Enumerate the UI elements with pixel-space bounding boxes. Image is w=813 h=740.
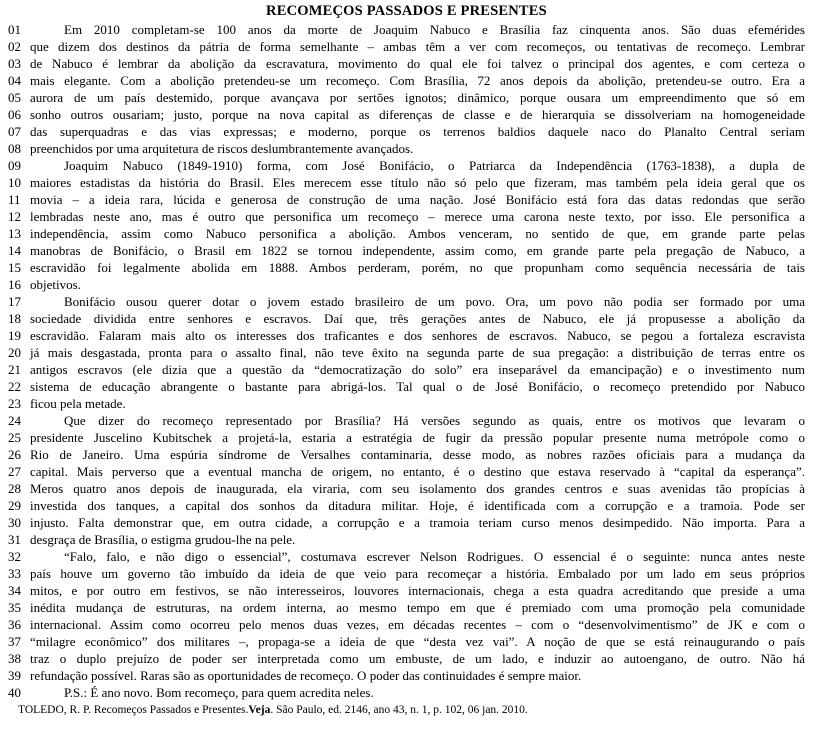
line-text: escravidão foi legalmente abolida em 1888. Ambos perderam, porém, no que propunham como sequência necessária de tais: [30, 260, 805, 275]
line-number: 03: [8, 56, 21, 71]
citation-suffix: . São Paulo, ed. 2146, ano 43, n. 1, p. 102, 06 jan. 2010.: [270, 704, 528, 716]
line-text: refundação possível. Raras são as oportunidades de recomeço. O poder das continuidades é sempre maior.: [30, 668, 582, 683]
text-line: [0, 208, 813, 225]
text-line: [0, 514, 813, 531]
line-text: mitos, e por outro em festivos, se não interesseiros, louvores internacionais, chega a esta quadra acreditando que preside a uma: [30, 583, 805, 598]
text-line: [0, 633, 813, 650]
line-text: movia – a ideia rara, lúcida e generosa de construção de uma nação. José Bonifácio está fora das datas redondas que serão: [30, 192, 805, 207]
text-line: [0, 293, 813, 310]
text-line: [0, 582, 813, 599]
line-text: objetivos.: [30, 277, 81, 292]
text-line: [0, 497, 813, 514]
line-text: sociedade dividida entre senhores e escravos. Daí que, três gerações antes de Nabuco, ele já propusesse a abolição da: [30, 311, 805, 326]
line-number: 02: [8, 39, 21, 54]
line-number: 17: [8, 294, 21, 309]
text-line: [0, 378, 813, 395]
line-text: manobras de Bonifácio, o Brasil em 1822 se tornou independente, assim como, em grande parte pela pregação de Nabuco, a: [30, 243, 805, 258]
text-line: [0, 89, 813, 106]
text-line: [0, 463, 813, 480]
line-number: 21: [8, 362, 21, 377]
line-number: 19: [8, 328, 21, 343]
text-line: [0, 191, 813, 208]
line-number: 29: [8, 498, 21, 513]
line-text: P.S.: É ano novo. Bom recomeço, para quem acredita neles.: [64, 685, 374, 700]
line-number: 36: [8, 617, 21, 632]
text-line: [0, 157, 813, 174]
line-text: já mais desgastada, pronta para o assalto final, não teve êxito na segunda parte de sua pregação: a distribuição de terras entre os: [30, 345, 805, 360]
line-number: 23: [8, 396, 21, 411]
line-text: Rio de Janeiro. Uma espúria síndrome de Versalhes contaminaria, desse modo, as nobres razões oficiais para a mudança da: [30, 447, 805, 462]
line-number: 34: [8, 583, 21, 598]
line-text: traz o duplo prejuízo de poder ser interpretada como um embuste, de um lado, e induzir ao autoengano, de outro. Não há: [30, 651, 805, 666]
text-line: [0, 480, 813, 497]
text-line: [0, 259, 813, 276]
line-text: capital. Mais perverso que a eventual mancha de origem, no entanto, é o destino que estava reservado à “capital da esperança”.: [30, 464, 805, 479]
line-number: 32: [8, 549, 21, 564]
line-number: 09: [8, 158, 21, 173]
text-line: [0, 395, 813, 412]
text-line: [0, 21, 813, 38]
line-number: 20: [8, 345, 21, 360]
line-number: 11: [8, 192, 21, 207]
line-number: 22: [8, 379, 21, 394]
line-number: 12: [8, 209, 21, 224]
line-text: ficou pela metade.: [30, 396, 126, 411]
text-line: [0, 38, 813, 55]
text-line: [0, 327, 813, 344]
line-number: 04: [8, 73, 21, 88]
text-line: [0, 72, 813, 89]
line-text: maiores estadistas da história do Brasil. Eles merecem esse título não só pelo que fizeram, mas também pela ideia geral que os: [30, 175, 805, 190]
text-line: [0, 106, 813, 123]
line-text: lembradas neste ano, mas é outro que personifica um recomeço – merece uma carona neste texto, por isso. Ele personifica a: [30, 209, 805, 224]
line-number: 18: [8, 311, 21, 326]
line-text: das superquadras e das vias expressas; e moderno, porque os terrenos baldios daquele naco do Planalto Central seriam: [30, 124, 805, 139]
text-line: [0, 667, 813, 684]
line-text: que dizem dos destinos da pátria de forma semelhante – ambas têm a ver com recomeços, ou tentativas de recomeço. Lembrar: [30, 39, 805, 54]
line-text: preenchidos por uma arquitetura de riscos deslumbrantemente avançados.: [30, 141, 414, 156]
line-text: de Nabuco é lembrar da abolição da escravatura, movimento do qual ele foi talvez o principal dos agentes, e com certeza o: [30, 56, 805, 71]
line-number: 06: [8, 107, 21, 122]
citation: [0, 702, 813, 718]
line-number: 15: [8, 260, 21, 275]
text-line: [0, 276, 813, 293]
line-text: Joaquim Nabuco (1849-1910) forma, com José Bonifácio, o Patriarca da Independência (1763-1838), a dupla de: [64, 158, 805, 173]
text-line: [0, 599, 813, 616]
text-line: [0, 123, 813, 140]
line-text: sistema de educação abrangente o bastante para abrigá-los. Tal qual o de José Bonifácio, o recomeço pretendido por Nabuco: [30, 379, 805, 394]
text-line: [0, 55, 813, 72]
text-line: [0, 684, 813, 701]
line-text: Que dizer do recomeço representado por Brasília? Há versões segundo as quais, entre os motivos que levaram o: [64, 413, 805, 428]
text-line: [0, 174, 813, 191]
text-line: [0, 548, 813, 565]
line-text: “milagre econômico” dos militares –, propaga-se a ideia de que “desta vez vai”. A noção de que se está reinaugurando o país: [30, 634, 805, 649]
text-line: [0, 531, 813, 548]
line-text: desgraça de Brasília, o estigma grudou-lhe na pele.: [30, 532, 296, 547]
text-line: [0, 412, 813, 429]
line-text: aurora de um país destemido, porque avançava por sertões ignotos; dinâmico, porque ousara um empreendimento que só em: [30, 90, 805, 105]
line-number: 13: [8, 226, 21, 241]
line-number: 26: [8, 447, 21, 462]
line-number: 16: [8, 277, 21, 292]
text-line: [0, 446, 813, 463]
line-text: investida dos tanques, a capital dos sonhos da ditadura militar. Hoje, é identificada com a corrupção e a tramoia. Pode ser: [30, 498, 805, 513]
line-text: presidente Juscelino Kubitschek a projetá-la, estaria a estratégia de fugir da pressão popular presente numa metrópole como o: [30, 430, 805, 445]
line-number: 38: [8, 651, 21, 666]
line-text: internacional. Assim como ocorreu pelo menos duas vezes, em décadas recentes – com o “desenvolvimentismo” de JK e com o: [30, 617, 805, 632]
text-line: [0, 429, 813, 446]
line-text: país houve um governo tão imbuído da ideia de que veio para recomeçar a história. Embalado por um lado em seus próprios: [30, 566, 805, 581]
line-number: 35: [8, 600, 21, 615]
page-title: RECOMEÇOS PASSADOS E PRESENTES: [266, 3, 547, 19]
text-line: [0, 650, 813, 667]
citation-journal-name: Veja: [248, 704, 271, 716]
line-number: 07: [8, 124, 21, 139]
line-number: 14: [8, 243, 21, 258]
text-line: [0, 140, 813, 157]
text-line: [0, 225, 813, 242]
line-text: antigos escravos (ele dizia que a questão da “democratização do solo” era inseparável da emancipação) e o investimento num: [30, 362, 805, 377]
line-number: 40: [8, 685, 21, 700]
line-text: Meros quatro anos depois de inaugurada, ela viraria, com seu isolamento dos grandes centros e suas avenidas tão propícias à: [30, 481, 805, 496]
citation-prefix: TOLEDO, R. P. Recomeços Passados e Presentes.: [18, 704, 249, 716]
line-text: inédita mudança de estruturas, na ordem interna, ao mesmo tempo em que é premiado com uma promoção pela comunidade: [30, 600, 805, 615]
line-number: 01: [8, 22, 21, 37]
text-line: [0, 344, 813, 361]
line-number: 39: [8, 668, 21, 683]
text-line: [0, 616, 813, 633]
line-text: “Falo, falo, e não digo o essencial”, costumava escrever Nelson Rodrigues. O essencial é o seguinte: nunca antes neste: [64, 549, 805, 564]
line-number: 27: [8, 464, 21, 479]
line-number: 37: [8, 634, 21, 649]
line-number: 25: [8, 430, 21, 445]
line-text: Em 2010 completam-se 100 anos da morte de Joaquim Nabuco e Brasília faz cinquenta anos. São duas efemérides: [64, 22, 805, 37]
text-lines-container: [0, 21, 813, 701]
line-text: injusto. Falta demonstrar que, em outra cidade, a corrupção e a tramoia teriam curso menos desimpedido. Não importa. Para a: [30, 515, 805, 530]
line-number: 24: [8, 413, 21, 428]
line-text: mais elegante. Com a abolição pretendeu-se um recomeço. Com Brasília, 72 anos depois da abolição, pretendeu-se outro. Era a: [30, 73, 805, 88]
line-number: 28: [8, 481, 21, 496]
line-number: 05: [8, 90, 21, 105]
text-line: [0, 565, 813, 582]
text-line: [0, 242, 813, 259]
text-line: [0, 310, 813, 327]
line-text: escravidão. Falaram mais alto os interesses dos traficantes e dos senhores de escravos. Nabuco, se pegou a fortaleza escravista: [30, 328, 805, 343]
line-number: 30: [8, 515, 21, 530]
line-text: sonho outros ousariam; justo, porque na nova capital as diferenças de classe e de hierarquia se dissolveriam na homogeneidade: [30, 107, 805, 122]
line-text: Bonifácio ousou querer dotar o jovem estado brasileiro de um povo. Ora, um povo não podia ser formado por uma: [64, 294, 805, 309]
line-number: 08: [8, 141, 21, 156]
text-line: [0, 361, 813, 378]
line-number: 33: [8, 566, 21, 581]
line-text: independência, assim como Nabuco personifica a abolição. Ambos venceram, no sentido de que, em grande parte pelas: [30, 226, 805, 241]
line-number: 31: [8, 532, 21, 547]
line-number: 10: [8, 175, 21, 190]
